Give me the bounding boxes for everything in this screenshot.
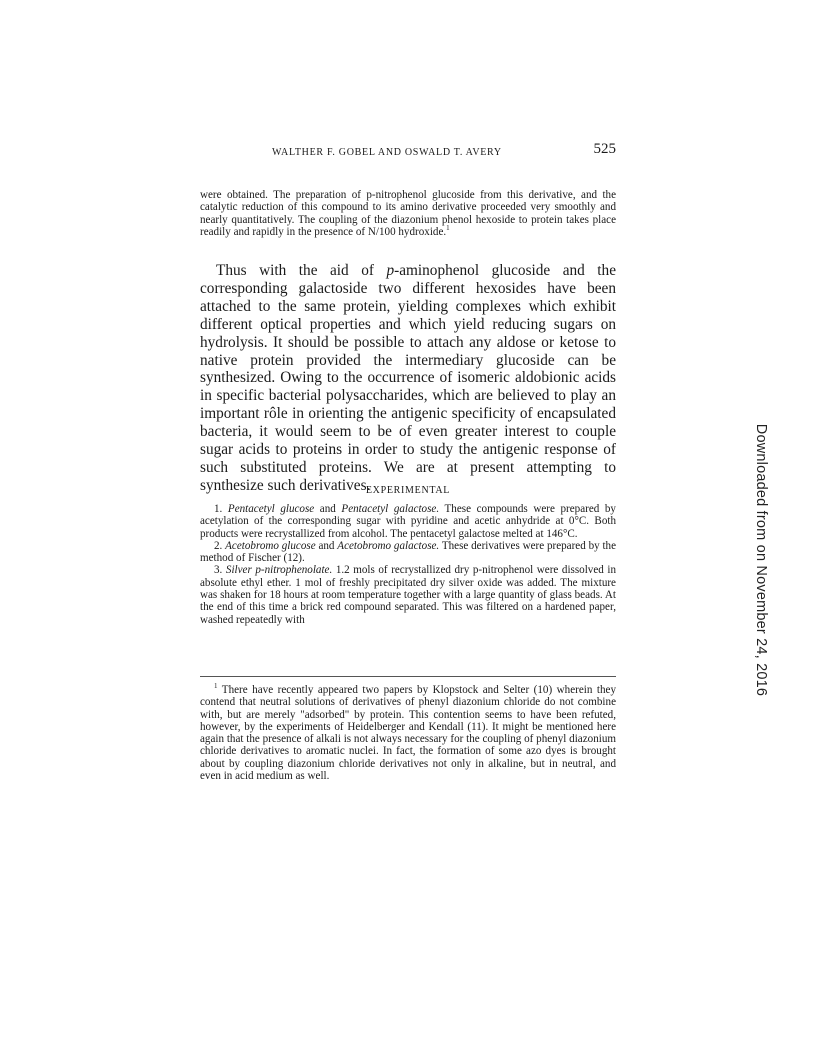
footnote-reference: 1 (446, 223, 450, 232)
intro-paragraph (200, 189, 616, 238)
footnote (200, 684, 616, 782)
discussion-text: -aminophenol glucoside and the corresponding galactoside two different hexosides have been attached to the same protein, yielding complexes which exhibit different optical properties and which yield reducing sugars on hydrolysis. It should be possible to attach any aldose or ketose to native protein provided the intermediary glucoside can be synthesized. Owing to the occurrence of isomeric aldobionic acids in specific bacterial polysaccharides, which are believed to play an important rôle in orienting the antigenic specificity of encapsulated bacteria, it would seem to be of even greater interest to couple sugar acids to proteins in order to study the antigenic response of such substituted proteins. We are at present attempting to synthesize such derivatives. (200, 262, 616, 494)
item-conjunction: and (314, 503, 342, 515)
intro-text: were obtained. The preparation of p-nitrophenol glucoside from this derivative, and the catalytic reduction of this compound to its amino derivative proceeded very smoothly and nearly quantitatively. The coupling of the diazonium phenol hexoside to protein takes place readily and rapidly in the presence of N/100 hydroxide. (200, 189, 616, 238)
discussion-italic-p: p (386, 262, 395, 279)
item-title: Pentacetyl glucose (227, 503, 315, 515)
experimental-heading: EXPERIMENTAL (365, 485, 451, 496)
item-number: 3. (214, 564, 226, 577)
download-watermark: Downloaded from on November 24, 2016 (753, 423, 769, 697)
item-title: Silver p-nitrophenolate. (225, 564, 333, 577)
discussion-paragraph (200, 262, 616, 495)
item-conjunction: and (315, 539, 338, 552)
page-number: 525 (593, 141, 616, 157)
item-text: These compounds were prepared by acetylation of the corresponding sugar with pyridine and acetic anhydride at 0°C. Both products were recrystallized from alcohol. The pentacetyl galactose melted at 146°C. (200, 503, 616, 540)
item-title: Acetobromo glucose (225, 539, 316, 552)
item-title: Acetobromo galactose. (337, 539, 440, 552)
item-number: 2. (214, 539, 226, 552)
page-header (200, 141, 616, 163)
footnote-text: There have recently appeared two papers by Klopstock and Selter (10) wherein they contend that neutral solutions of derivatives of phenyl diazonium chloride do not combine with, but are merely "adsorbed" by protein. This contention seems to have been refuted, however, by the experiments of Heidelberger and Kendall (11). It might be mentioned here again that the presence of alkali is not always necessary for the coupling of phenyl diazonium chloride derivatives to aromatic nuclei. In fact, the formation of some azo dyes is brought about by coupling diazonium chloride derivatives not only in alkaline, but in neutral, and even in acid medium as well. (200, 684, 616, 783)
discussion-start: Thus with the aid of (216, 262, 387, 279)
footnote-divider (200, 676, 616, 677)
experimental-item (200, 540, 616, 565)
item-text: These derivatives were prepared by the method of Fischer (12). (200, 539, 617, 565)
item-title: Pentacetyl galactose. (341, 503, 440, 515)
experimental-section (200, 503, 616, 626)
footnote-marker: 1 (214, 682, 218, 690)
item-number: 1. (214, 503, 228, 515)
item-text: 1.2 mols of recrystallized dry p-nitrophenol were dissolved in absolute ethyl ether. 1 mol of freshly precipitated dry silver oxide was added. The mixture was shaken for 18 hours at room temperature together with a large quantity of glass beads. At the end of this time a brick red compound separated. This was filtered on a hardened paper, washed repeatedly with (200, 564, 617, 626)
experimental-item (200, 564, 616, 625)
running-head: WALTHER F. GOBEL AND OSWALD T. AVERY (272, 147, 502, 158)
experimental-item (200, 503, 616, 540)
